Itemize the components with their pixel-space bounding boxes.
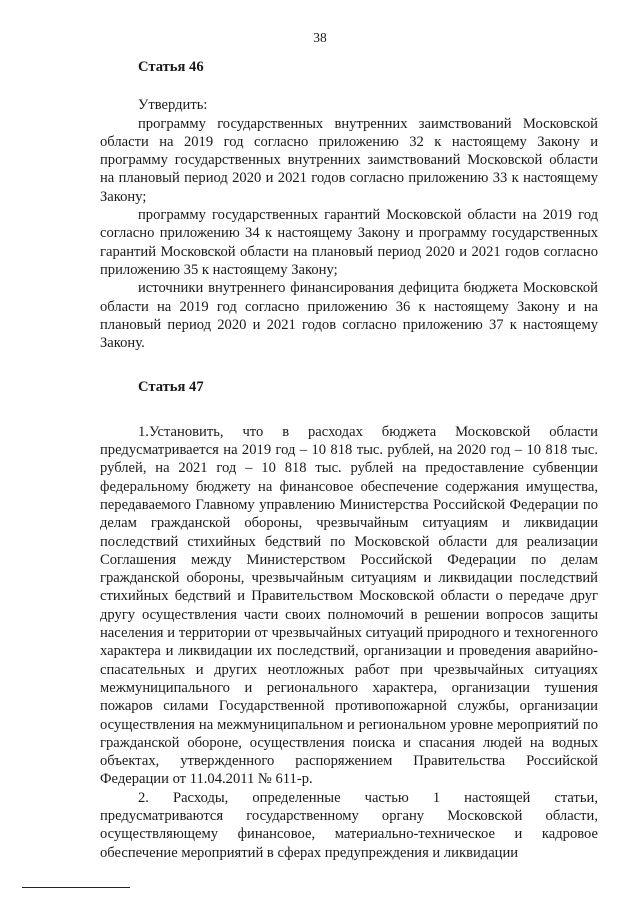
article-46-item-2: программу государственных гарантий Московской области на 2019 год согласно приложению 34 к настоящему Закону и программу государственных гарантий Московской области на плановый период 2020 и 2021 годов согласно приложению 35 к настоящему Закону;: [100, 207, 598, 278]
page-number: 38: [313, 30, 327, 45]
footnote-divider: [22, 887, 130, 888]
article-47-paragraph-1: 1.Установить, что в расходах бюджета Московской области предусматривается на 2019 год – 10 818 тыс. рублей, на 2020 год – 10 818 тыс. рублей, на 2021 год – 10 818 тыс. рублей на предоставление субвенции федеральному бюджету на финансовое обеспечение содержания имущества, передаваемого Главному управлению Министерства Российской Федерации по делам гражданской обороны, чрезвычайным ситуациям и ликвидации последствий стихийных бедствий по Московской области для реализации Соглашения между Министерством Российской Федерации по делам гражданской обороны, чрезвычайным ситуациям и ликвидации последствий стихийных бедствий и Правительством Московской области о передаче друг другу осуществления части своих полномочий в решении вопросов защиты населения и территории от чрезвычайных ситуаций природного и техногенного характера и ликвидации их последствий, организации и проведения аварийно-спасательных и других неотложных работ при чрезвычайных ситуациях межмуниципального и регионального характера, организации тушения пожаров силами Государственной противопожарной службы, организации осуществления на межмуниципальном и региональном уровне мероприятий по гражданской обороне, осуществления поиска и спасания людей на водных объектах, утвержденного распоряжением Правительства Российской Федерации от 11.04.2011 № 611-р.: [100, 423, 598, 788]
article-47-heading: Статья 47: [138, 379, 204, 396]
document-body: [100, 58, 598, 862]
article-46-heading: Статья 46: [138, 59, 204, 75]
article-46-item-3: источники внутреннего финансирования дефицита бюджета Московской области на 2019 год согласно приложению 36 к настоящему Закону и на плановый период 2020 и 2021 годов согласно приложению 37 к настоящему Закону.: [100, 280, 598, 352]
article-46-intro: Утвердить:: [138, 97, 208, 114]
article-46-item-1: программу государственных внутренних заимствований Московской области на 2019 год согласно приложению 32 к настоящему Закону и программу государственных внутренних заимствований Московской области на плановый период 2020 и 2021 годов согласно приложению 33 к настоящему Закону;: [100, 115, 598, 205]
article-47-paragraph-2: 2. Расходы, определенные частью 1 настоящей статьи, предусматриваются государственному органу Московской области, осуществляющему финансовое, материально-техническое и кадровое обеспечение мероприятий в сферах предупреждения и ликвидации: [100, 789, 598, 861]
